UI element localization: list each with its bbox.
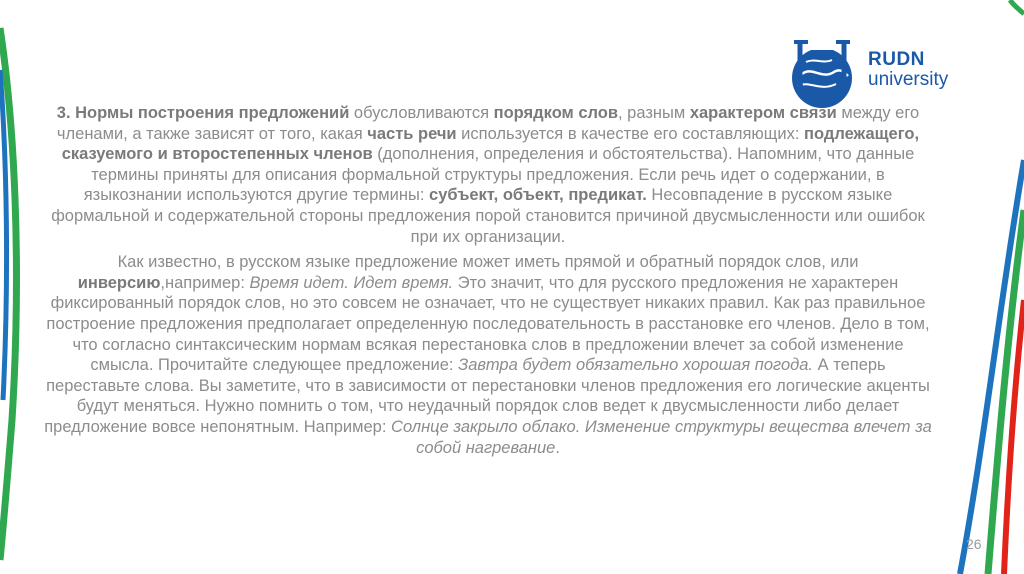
slide-body — [44, 103, 932, 458]
text-run: , разным — [618, 104, 690, 122]
paragraph-2 — [44, 252, 932, 458]
text-run: Завтра будет обязательно хорошая погода. — [458, 356, 814, 375]
text-run: обусловливаются — [349, 104, 494, 122]
text-run: 3. Нормы построения предложений — [56, 104, 350, 122]
text-run: Это значит, что для русского предложения не характерен фиксированный порядок слов, но это совсем не означает, что не существует никаких правил. Как раз правильное построение предложения предполагает определенную последовательность в расстановке его членов. Дело в том, что согласно синтаксическим нормам всякая перестановка слов в предложении влечет за собой изменение смысла. Прочитайте следующее предложение: — [46, 273, 930, 375]
text-run: А теперь переставьте слова. Вы заметите, что в зависимости от перестановки членов предложения его логические акценты будут меняться. Нужно помнить о том, что неудачный порядок слов ведет к двусмысленности либо делает предложение вовсе непонятным. Например: — [44, 356, 930, 436]
text-run: характером связи — [689, 104, 837, 122]
text-run: Солнце закрыло облако. Изменение структуры вещества влечет за собой нагревание — [391, 417, 932, 457]
text-run: используется в качестве его составляющих: — [456, 124, 805, 143]
text-run: подлежащего, сказуемого и второстепенных членов — [61, 124, 920, 164]
text-run: (дополнения, определения и обстоятельства). Напомним, что данные термины приняты для описания формальной структуры предложения. Если речь идет о содержании, в языкознании используются другие термины: — [83, 145, 915, 205]
left-blue-stripe — [0, 70, 7, 400]
page-number: 26 — [966, 536, 982, 552]
text-run: Как известно, в русском языке предложение может иметь прямой и обратный порядок слов, или — [117, 253, 859, 272]
logo-line-1: RUDN — [868, 49, 925, 70]
text-run: . — [555, 438, 560, 457]
logo-wordmark — [868, 50, 948, 90]
text-run: субъект, объект, предикат. — [429, 186, 647, 205]
text-run: инверсию — [77, 273, 161, 292]
text-run: ,например: — [160, 273, 250, 292]
text-run: порядком слов — [493, 104, 619, 122]
top-right-green-stripe — [1010, 0, 1024, 14]
text-run: между его членами, а также зависят от того, какая — [56, 104, 920, 143]
logo-line-2: university — [868, 69, 949, 90]
text-run: Время идет. Идет время. — [249, 273, 454, 292]
text-run: Несовпадение в русском языке формальной и содержательной стороны предложения порой становится причиной двусмысленности или ошибок при их организации. — [51, 186, 925, 246]
rudn-logo — [788, 36, 988, 112]
rudn-emblem-icon — [788, 36, 858, 112]
text-run: часть речи — [367, 124, 457, 143]
paragraph-1 — [44, 103, 932, 247]
